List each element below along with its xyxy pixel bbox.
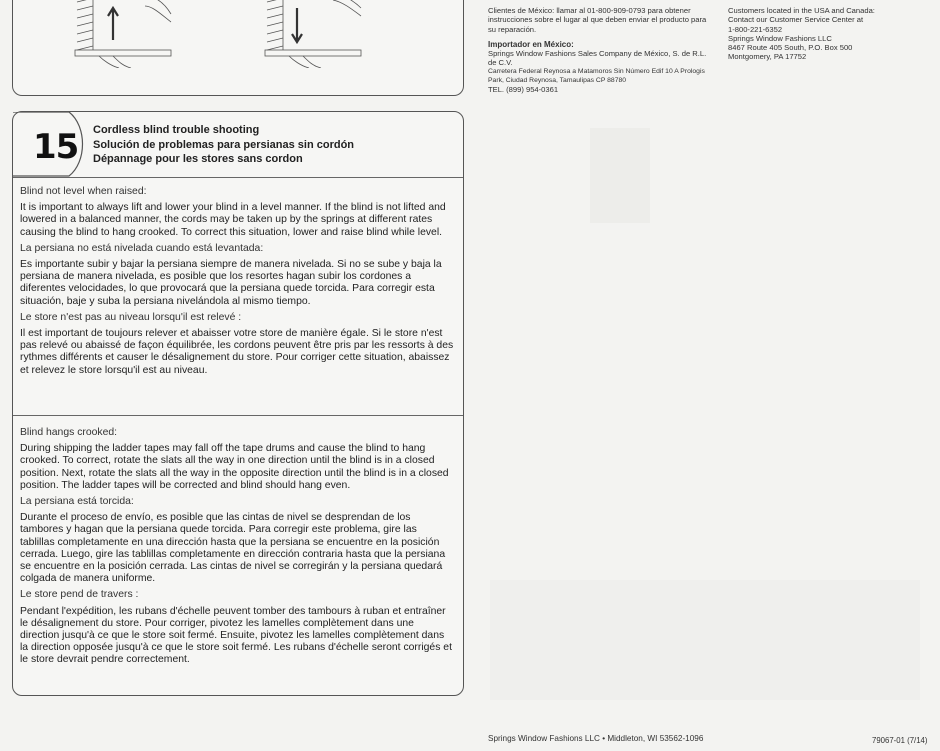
mexico-contact-column [488,6,713,95]
section-blind-hangs-crooked [20,427,454,671]
step-titles [93,123,354,167]
section-heading-es: La persiana está torcida: [20,496,134,508]
usa-line-2: Contact our Customer Service Center at [728,15,864,25]
usa-contact-column [728,6,933,62]
section-body-fr: Il est important de toujours relever et abaisser votre store de manière égale. Si le store n'est pas relevé ou abaissé de façon équilibrée, les cordons peuvent être pris par les ressorts à des rythmes différents et causer le désalignement du store. Pour corriger cette situation, abaissez et relevez le store lorsqu'il est au niveau. [20,328,454,376]
mexico-customers-text: Clientes de México: llamar al 01-800-909-0793 para obtener instrucciones sobre el lugar al que deben enviar el producto para su reparación. [488,6,707,34]
step-number: 15 [33,127,79,167]
section-body-es: Es importante subir y bajar la persiana siempre de manera nivelada. Si no se sube y baja la persiana de manera nivelada, es posible que los resortes hagan subir los cordones a diferentes velocidades, lo que provocará que la persiana quede torcida. Para corregir esta situación, baje y suba la persiana nivelándola al mismo tiempo. [20,259,442,307]
step-title-en: Cordless blind trouble shooting [93,124,260,136]
section-body-en: During shipping the ladder tapes may fall off the tape drums and cause the blind to hang crooked. To correct, rotate the slats all the way in one direction until the blind is in a closed position. Next, rotate the slats all the way in the opposite direction until the blind is in a closed position. The ladder tapes will be corrected and blind should hang even. [20,443,449,491]
section-body-en: It is important to always lift and lower your blind in a level manner. If the blind is not lifted and lowered in a balanced manner, the cords may be taken up by the springs at different rates causing the blind to hang crooked. To correct this situation, lower and raise blind while level. [20,202,446,238]
blind-lower-arrow-icon [263,0,363,68]
footer-document-code: 79067-01 (7/14) [872,736,928,745]
header-divider [13,177,463,178]
step-title-es: Solución de problemas para persianas sin cordón [93,138,355,151]
previous-step-illustration-panel [12,0,464,96]
usa-company: Springs Window Fashions LLC [728,33,832,43]
section-divider [13,415,463,416]
bleed-through-shape [590,128,650,223]
mexico-address: Carretera Federal Reynosa a Matamoros Sin Número Edif 10 A Prologis Park, Ciudad Reynosa, Tamaulipas CP 88780 [488,67,705,84]
mexico-importer-heading: Importador en México: [488,39,574,49]
section-heading-en: Blind hangs crooked: [20,427,118,438]
usa-phone: 1-800-221-6352 [728,24,783,34]
step-15-panel [12,111,464,696]
usa-line-1: Customers located in the USA and Canada: [728,6,875,15]
section-body-fr: Pendant l'expédition, les rubans d'échelle peuvent tomber des tambours à ruban et entraîner le désalignement du store. Pour corriger, pivotez les lamelles complètement dans une direction jusqu'à ce que le store soit fermé. Ensuite, pivotez les lamelles complètement dans la direction opposée jusqu'à ce que le store soit fermé. Les rubans d'échelle seront corrigés et le store devrait pendre correctement. [20,605,452,666]
usa-city: Montgomery, PA 17752 [728,52,807,62]
blind-raise-arrow-icon [73,0,173,68]
mexico-phone: TEL. (899) 954-0361 [488,85,559,95]
bleed-through-shape [490,580,920,700]
step-header [13,112,463,177]
footer-company: Springs Window Fashions LLC • Middleton, WI 53562-1096 [488,734,704,743]
section-heading-fr: Le store n'est pas au niveau lorsqu'il est relevé : [20,311,242,323]
section-heading-fr: Le store pend de travers : [20,589,139,601]
usa-address: 8467 Route 405 South, P.O. Box 500 [728,43,853,53]
step-title-fr: Dépannage pour les stores sans cordon [93,153,303,165]
section-blind-not-level [20,186,454,381]
section-heading-es: La persiana no está nivelada cuando está levantada: [20,242,264,254]
mexico-company: Springs Window Fashions Sales Company de México, S. de R.L. de C.V. [488,49,707,68]
section-heading-en: Blind not level when raised: [20,186,147,197]
section-body-es: Durante el proceso de envío, es posible que las cintas de nivel se desprendan de los tambores y hagan que la persiana quede torcida. Para corregir este problema, gire las tablillas completamente en una dirección hasta que la persiana se encuentre en la posición cerrada. Luego, gire las tablillas completamente en dirección contraria hasta que la persiana se encuentre en la posición cerrada. Las cintas de nivel se corregirán y la persiana quedará colgada de manera uniforme. [20,512,446,585]
